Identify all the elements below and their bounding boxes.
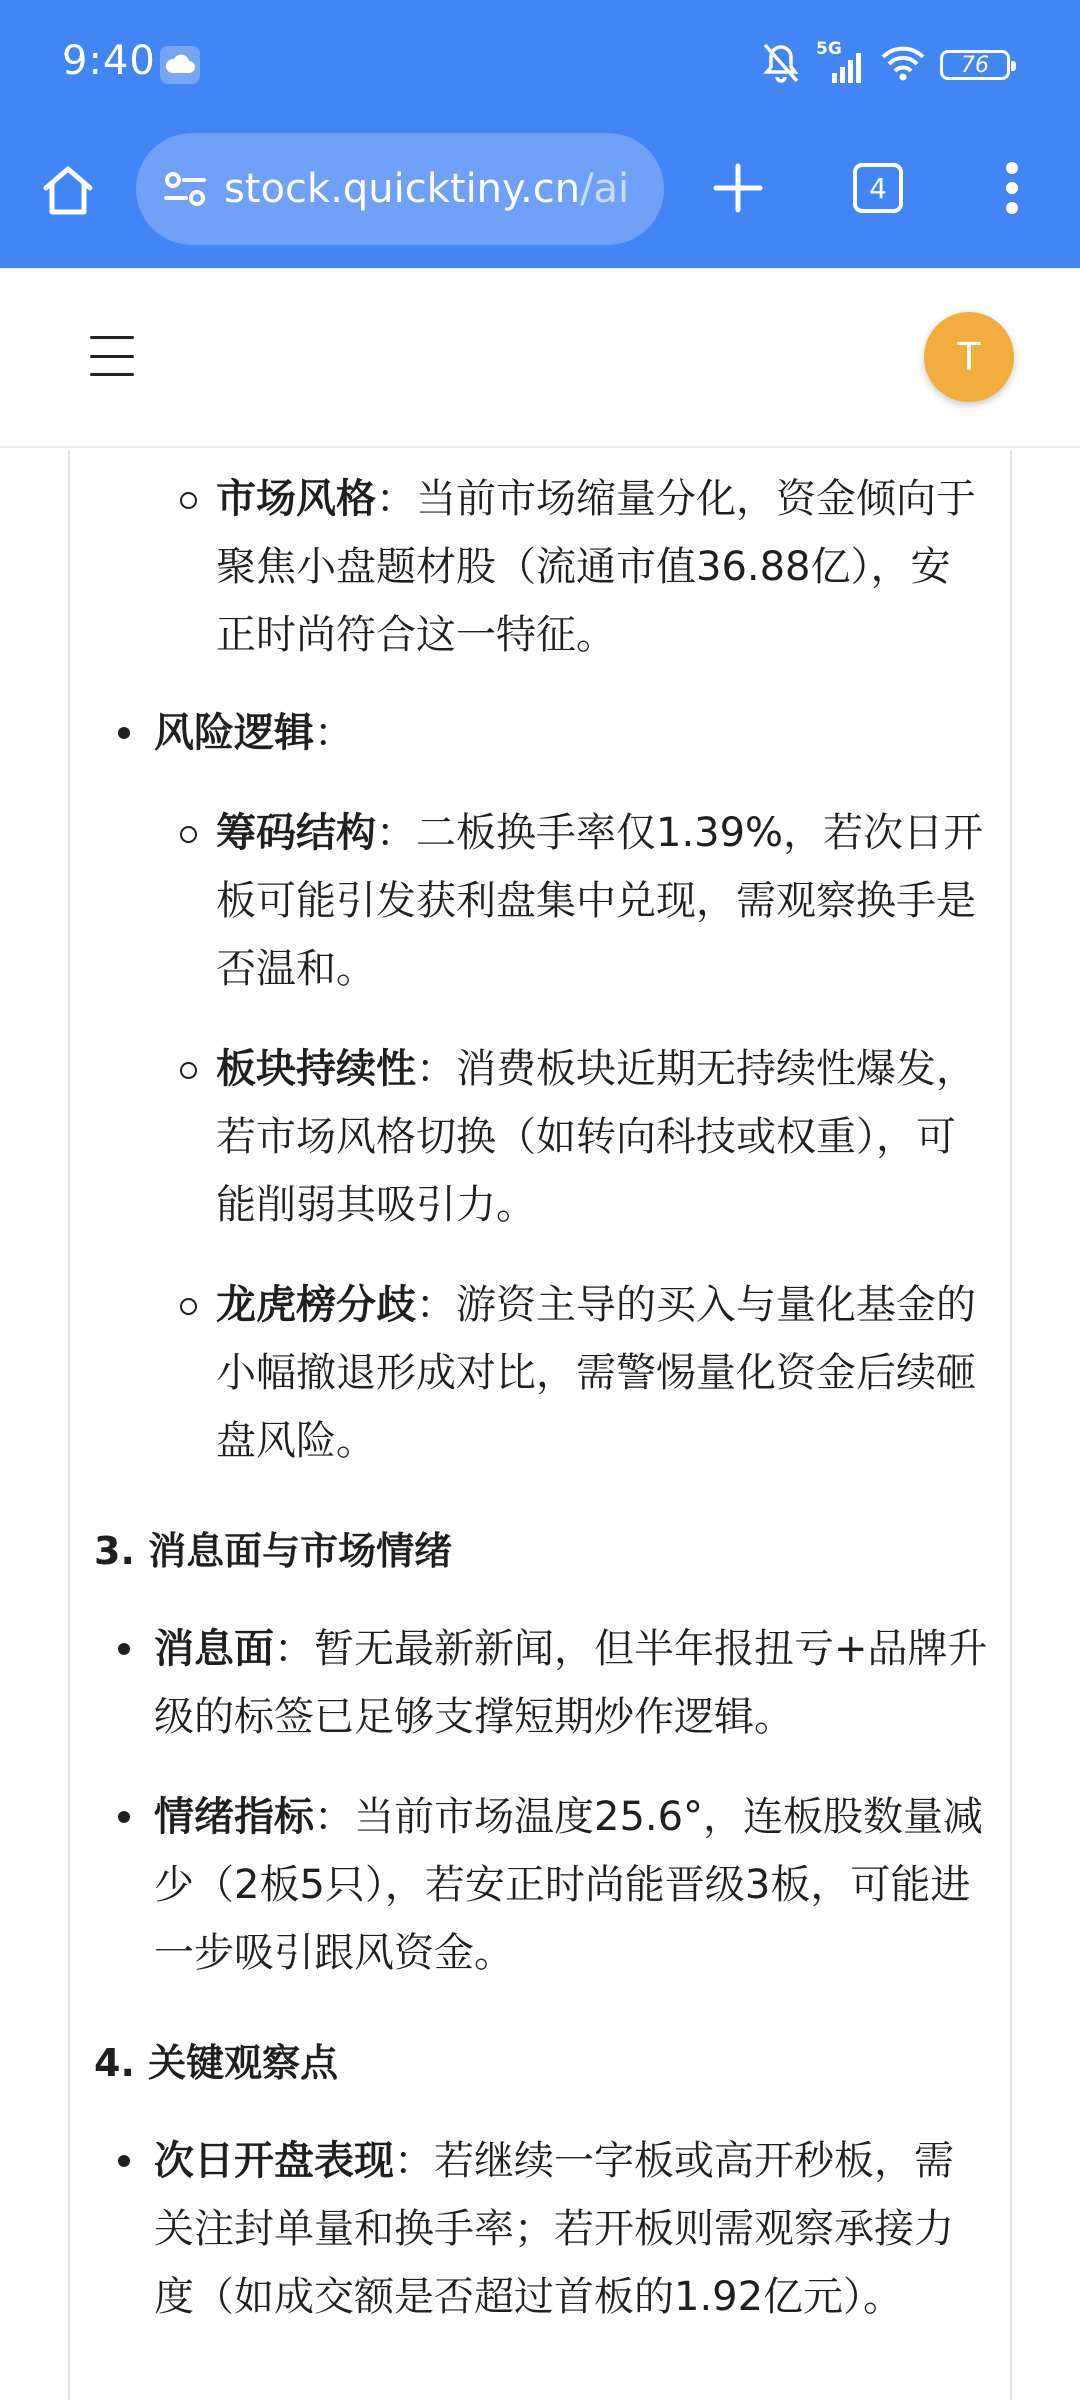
item-text: ：当前市场温度25.6°，连板股数量减少（2板5只），若安正时尚能晋级3板，可能进一步吸引跟风资金。 (154, 1794, 984, 1976)
browser-toolbar (0, 130, 1080, 268)
list-item-sentiment-indicator (70, 1783, 1010, 1987)
home-icon (38, 160, 98, 220)
item-text: ： (314, 710, 354, 756)
article-content (68, 450, 1012, 2400)
more-menu-button[interactable] (980, 150, 1044, 226)
item-label: 风险逻辑 (154, 710, 314, 756)
battery-level: 76 (961, 52, 989, 78)
status-icons (760, 40, 1010, 90)
item-label: 市场风格 (216, 476, 376, 522)
list-item-sector-sustainability (70, 1035, 1010, 1239)
tab-switcher-button[interactable] (840, 150, 916, 226)
item-label: 龙虎榜分歧 (216, 1282, 416, 1328)
home-button[interactable] (30, 152, 106, 228)
status-bar (0, 0, 1080, 130)
section-heading-key-observations: 4. 关键观察点 (94, 2041, 339, 2085)
url-host: stock.quicktiny.cn (224, 166, 581, 212)
avatar[interactable] (924, 312, 1014, 402)
tune-icon[interactable] (160, 164, 210, 214)
tabs-icon (853, 163, 903, 213)
new-tab-button[interactable] (700, 150, 776, 226)
item-text: ：二板换手率仅1.39%，若次日开板可能引发获利盘集中兑现，需观察换手是否温和。 (216, 810, 984, 992)
list-item-news (70, 1615, 1010, 1751)
cloud-icon (160, 46, 200, 84)
item-label: 筹码结构 (216, 810, 376, 856)
page-header (0, 268, 1080, 448)
battery-icon (940, 50, 1010, 80)
list-item-chip-structure (70, 799, 1010, 1003)
address-bar[interactable] (136, 133, 664, 245)
item-label: 次日开盘表现 (154, 2138, 394, 2184)
more-vert-icon (1002, 158, 1022, 218)
network-type: 5G (816, 39, 842, 59)
list-item-market-style (70, 465, 1010, 669)
item-text: ：若继续一字板或高开秒板，需关注封单量和换手率；若开板则需观察承接力度（如成交额是否超过首板的1.92亿元）。 (154, 2138, 954, 2320)
item-text: ：暂无最新新闻，但半年报扭亏+品牌升级的标签已足够支撑短期炒作逻辑。 (154, 1626, 988, 1740)
status-time: 9:40 (62, 38, 156, 84)
list-item-next-day-open (70, 2127, 1010, 2331)
item-text: ：游资主导的买入与量化基金的小幅撤退形成对比，需警惕量化资金后续砸盘风险。 (216, 1282, 976, 1464)
signal-icon (816, 39, 866, 87)
plus-icon (712, 162, 764, 214)
url-text (224, 166, 629, 212)
avatar-letter: T (957, 335, 981, 379)
item-label: 消息面 (154, 1626, 274, 1672)
item-text: ：当前市场缩量分化，资金倾向于聚焦小盘题材股（流通市值36.88亿），安正时尚符合这一特征。 (216, 476, 976, 658)
browser-chrome (0, 0, 1080, 268)
tab-count: 4 (869, 171, 887, 205)
menu-icon[interactable] (86, 330, 138, 382)
item-label: 情绪指标 (154, 1794, 314, 1840)
mute-bell-icon (760, 41, 802, 89)
list-item-dragon-tiger-list (70, 1271, 1010, 1475)
item-label: 板块持续性 (216, 1046, 416, 1092)
item-text: ：消费板块近期无持续性爆发，若市场风格切换（如转向科技或权重），可能削弱其吸引力。 (216, 1046, 976, 1228)
list-item-risk-logic (70, 699, 1010, 767)
url-path: /ai (580, 166, 630, 212)
section-heading-news-sentiment: 3. 消息面与市场情绪 (94, 1529, 453, 1573)
wifi-icon (880, 43, 926, 87)
